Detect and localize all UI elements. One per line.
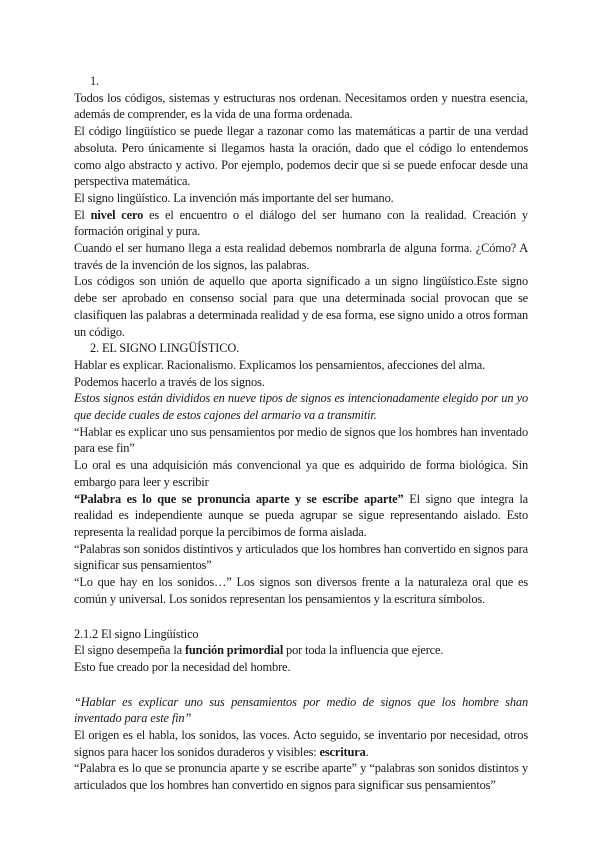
paragraph: Lo oral es una adquisición más convencional ya que es adquirido de forma biológica. Sin embargo para leer y escribir	[74, 458, 528, 489]
bold-quote: “Palabra es lo que se pronuncia aparte y se escribe aparte”	[74, 491, 404, 506]
subsection-heading: 2.1.2 El signo Lingüístico	[74, 626, 199, 641]
bold-term: nivel cero	[90, 207, 144, 222]
quote: “Palabras son sonidos distintivos y articulados que los hombres han convertido en signos para significar sus pensamientos”	[74, 541, 528, 573]
italic-paragraph: Estos signos están divididos en nueve tipos de signos es intencionadamente elegido por un yo que decide cuales de estos cajones del armario va a transmitir.	[74, 391, 528, 423]
text-run: .	[365, 744, 369, 759]
paragraph: Todos los códigos, sistemas y estructuras nos ordenan. Necesitamos orden y nuestra esencia, además de comprender, es la vida de una forma ordenada.	[74, 90, 528, 122]
paragraph: Cuando el ser humano llega a esta realidad debemos nombrarla de alguna forma. ¿Cómo? A través de la invención de los signos, las palabras.	[74, 241, 528, 272]
section-heading: 2. EL SIGNO LINGÜÍSTICO.	[90, 341, 240, 356]
quote: “Hablar es explicar uno sus pensamientos por medio de signos que los hombres han inventado para ese fin”	[74, 424, 528, 456]
text-run: El signo desempeña la	[74, 643, 185, 658]
paragraph: “Lo que hay en los sonidos…” Los signos son diversos frente a la naturaleza oral que es común y universal. Los sonidos representan los pensamientos y la escritura símbolos.	[74, 575, 528, 606]
bold-term: función primordial	[184, 643, 284, 658]
bold-term: escritura	[319, 744, 366, 759]
paragraph	[74, 642, 528, 659]
italic-quote: “Hablar es explicar uno sus pensamientos por medio de signos que los hombre shan inventado para este fin”	[74, 694, 528, 726]
spacer	[74, 676, 528, 694]
paragraph: El signo lingüístico. La invención más importante del ser humano.	[74, 190, 394, 205]
text-run: El	[74, 207, 91, 222]
text-run: es el encuentro o el diálogo del ser humano con la realidad. Creación y formación original y pura.	[74, 207, 528, 239]
text-run: El origen es el habla, los sonidos, las voces. Acto seguido, se inventario por necesidad, otros signos para hacer los sonidos duraderos y visibles:	[74, 728, 528, 759]
paragraph: Podemos hacerlo a través de los signos.	[74, 374, 265, 389]
document-body	[74, 73, 528, 794]
paragraph: Hablar es explicar. Racionalismo. Explicamos los pensamientos, afecciones del alma.	[74, 357, 486, 372]
list-number: 1.	[90, 74, 99, 88]
paragraph	[74, 727, 528, 760]
paragraph: Los códigos son unión de aquello que aporta significado a un signo lingüístico.Este signo debe ser aprobado en consenso social para que una determinada social provocan que se clasifiquen las palabras a determinada realidad y de esa forma, ese signo unido a otros forman un código.	[74, 274, 528, 339]
paragraph	[74, 491, 528, 541]
text-run: por toda la influencia que ejerce.	[283, 643, 444, 658]
paragraph	[74, 207, 528, 240]
text-run: El signo que integra la realidad es independiente aunque se pueda agrupar se sigue representando aislado. Esto representa la realidad porque la percibimos de forma aislada.	[74, 491, 529, 539]
spacer	[74, 608, 528, 626]
quote: “Palabra es lo que se pronuncia aparte y se escribe aparte” y “palabras son sonidos distintos y articulados que los hombres han convertido en signos para significar sus pensamientos”	[74, 761, 528, 793]
paragraph: El código lingüístico se puede llegar a razonar como las matemáticas a partir de una verdad absoluta. Pero únicamente si llegamos hasta la oración, dado que el código lo entendemos como algo abstracto y activo. Por ejemplo, podemos decir que si se puede enfocar desde una perspectiva matemática.	[74, 124, 528, 189]
paragraph: Esto fue creado por la necesidad del hombre.	[74, 659, 291, 674]
